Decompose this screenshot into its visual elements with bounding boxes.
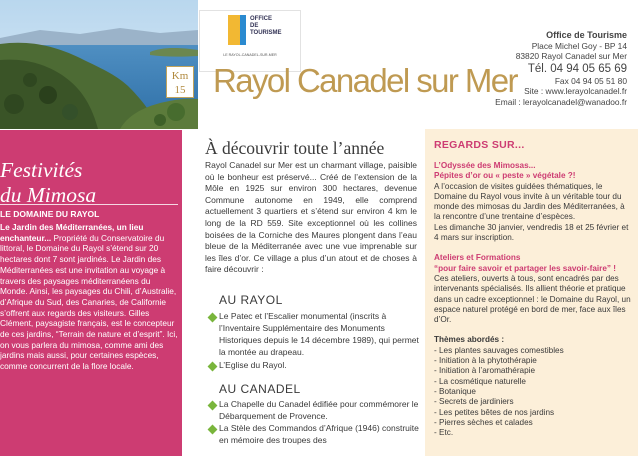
theme-item: - Pierres sèches et calades xyxy=(434,417,533,427)
themes-title: Thèmes abordés : xyxy=(434,335,505,345)
main-heading: À découvrir toute l’année xyxy=(205,138,385,158)
office-address-1: Place Michel Goy - BP 14 xyxy=(531,40,627,51)
odyssey-subtitle: Pépites d’or ou « peste » végétale ?! xyxy=(434,171,576,181)
bullet-icon xyxy=(208,401,218,411)
logo-text-3: TOURISME xyxy=(250,30,282,36)
office-contact xyxy=(377,30,627,107)
sidebar-title xyxy=(0,158,96,208)
theme-item: - Initiation à la phytothérapie xyxy=(434,356,537,366)
sidebar-title-line1: Festivités xyxy=(0,158,83,182)
bullet-icon xyxy=(208,313,218,323)
logo-caption: LE RAYOL-CANADEL-SUR-MER xyxy=(223,53,277,57)
odyssey-dates: Les dimanche 30 janvier, vendredis 18 et 25 février et 4 mars sur inscription. xyxy=(434,222,629,243)
town-title: Rayol Canadel sur Mer xyxy=(213,62,517,99)
theme-item: - Les petites bêtes de nos jardins xyxy=(434,407,555,417)
bullet-icon xyxy=(208,425,218,435)
theme-item: - Etc. xyxy=(434,428,454,438)
office-name: Office de Tourisme xyxy=(546,30,627,40)
sidebar-title-line2: du Mimosa xyxy=(0,183,97,207)
logo-text-1: OFFICE xyxy=(250,16,272,22)
section-rayol-title: AU RAYOL xyxy=(219,293,283,307)
logo-text-2: DE xyxy=(250,23,259,29)
main-intro: Rayol Canadel sur Mer est un charmant village, paisible où le bonheur est préservé... Créé de l’extension de la Môle en 1925 sur environ 300 hectares, devenue Commune autonome en 1949, elle comprend actuellement 3 quartiers et s’étend sur environ 4 km le long de la RD 559. Site exceptionnel où les collines boisées de la Corniche des Maures plongent dans l’eau bleue de la Méditerranée avec une vue imprenable sur les îles d’or. Ce village a plus d’un atout et de choses à faire découvrir : xyxy=(205,160,417,275)
sidebar-lead: Le Jardin des Méditerranées, un lieu enchanteur... xyxy=(0,222,144,243)
bullet-icon xyxy=(208,362,218,372)
sidebar-body: Propriété du Conservatoire du littoral, le Domaine du Rayol s’étend sur 20 hectares dont 7 sont jardinés. Le Jardin des Méditerranées est une invitation au voyage à travers des paysages méditerranéens du Monde. Ainsi, les paysages du Chili, d’Australie, d’Afrique du Sud, des Canaries, de Californie s’offrent aux regards des visiteurs. Gilles Clément, paysagiste français, est le concepteur de ces jardins, “Terrain de nature et d’esprit”. Ici, on vous parlera du mimosa, comme ami des jardins mais aussi, pour certaines espèces, comme concurrent de la flore locale. xyxy=(0,232,178,372)
workshops-subtitle: “pour faire savoir et partager les savoir-faire” ! xyxy=(434,263,617,273)
coastline-photo xyxy=(0,0,198,129)
rayol-item-2: L’Eglise du Rayol. xyxy=(219,360,287,370)
odyssey-body: A l’occasion de visites guidées thématiques, le Domaine du Rayol vous invite à un véritable tour du monde des mimosas du Jardin des Méditerranées, à la rencontre d’une trentaine d’espèces. xyxy=(434,181,625,222)
office-site: Site : www.lerayolcanadel.fr xyxy=(524,86,627,96)
section-canadel-title: AU CANADEL xyxy=(219,382,301,396)
rayol-item-1: Le Patec et l’Escalier monumental (inscrits à l’Inventaire Supplémentaire des Monuments Historiques depuis le 14 décembre 1989), qui permet la montée au drapeau. xyxy=(219,311,419,357)
theme-item: - Les plantes sauvages comestibles xyxy=(434,345,564,355)
office-email: Email : lerayolcanadel@wanadoo.fr xyxy=(495,96,627,107)
theme-item: - Secrets de jardiniers xyxy=(434,397,514,407)
theme-item: - Initiation à l’aromathérapie xyxy=(434,366,536,376)
odyssey-title: L’Odyssée des Mimosas... xyxy=(434,161,536,170)
km-marker xyxy=(166,66,194,98)
office-fax: Fax 04 94 05 51 80 xyxy=(554,75,627,86)
canadel-item-1: La Chapelle du Canadel édifiée pour commémorer le Débarquement de Provence. xyxy=(219,399,419,421)
office-address-2: 83820 Rayol Canadel sur Mer xyxy=(515,51,627,61)
workshops-body: Ces ateliers, ouverts à tous, sont encadrés par des intervenants spécialisés. Ils allient théorie et pratique dans un cadre exceptionnel : le Domaine du Rayol, un espace naturel protégé en bord de mer, face aux îles d’Or. xyxy=(434,273,631,325)
sidebar-divider xyxy=(0,204,178,205)
office-tel: Tél. 04 94 05 65 69 xyxy=(527,62,627,75)
theme-item: - Botanique xyxy=(434,386,476,396)
sidebar-text xyxy=(0,222,178,372)
regards-text xyxy=(434,161,632,438)
theme-item: - La cosmétique naturelle xyxy=(434,376,526,386)
sidebar-subtitle: LE DOMAINE DU RAYOL xyxy=(0,209,100,219)
km-value: 15 xyxy=(174,84,186,96)
km-label: Km xyxy=(171,70,189,82)
canadel-item-2: La Stèle des Commandos d’Afrique (1946) construite en mémoire des troupes des xyxy=(219,423,419,445)
regards-title: REGARDS SUR... xyxy=(434,139,525,151)
workshops-title: Ateliers et Formations xyxy=(434,253,521,263)
